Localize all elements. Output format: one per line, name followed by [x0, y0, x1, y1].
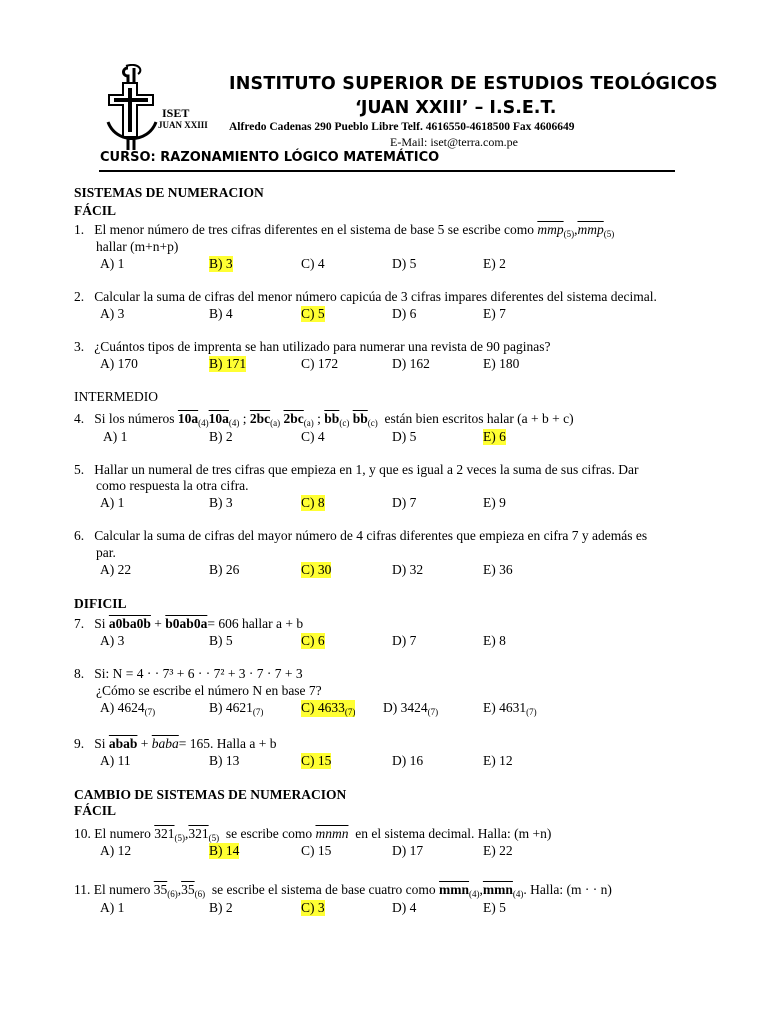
question-6	[74, 528, 647, 544]
level-heading: FÁCIL	[74, 803, 117, 818]
question-number: 8.	[74, 666, 85, 681]
question-text: El menor número de tres cifras diferentes en el sistema de base 5 se escribe como	[94, 222, 534, 237]
plus-sign: +	[154, 616, 162, 631]
question-text: se escribe como	[225, 826, 313, 841]
option-b	[209, 700, 263, 717]
option-a: A) 1	[100, 256, 125, 271]
question-number: 4.	[74, 411, 85, 426]
option-c: C) 172	[301, 356, 339, 371]
question-text: = 165. Halla a + b	[178, 736, 277, 751]
level-heading: FÁCIL	[74, 203, 117, 218]
option-d: D) 7	[392, 495, 417, 510]
numeral-base: (4)	[469, 889, 480, 899]
question-8	[74, 666, 303, 682]
option-a: A) 1	[103, 429, 128, 444]
question-number: 5.	[74, 462, 85, 477]
option-b-answer: B) 14	[209, 843, 240, 858]
institute-subtitle: ‘JUAN XXIII’ – I.S.E.T.	[355, 98, 557, 118]
numeral: 35	[153, 882, 168, 897]
option-value: C) 4633	[301, 700, 345, 715]
institute-address: Alfredo Cadenas 290 Pueblo Libre Telf. 4616550-4618500 Fax 4606649	[229, 121, 575, 133]
course-title: CURSO: RAZONAMIENTO LÓGICO MATEMÁTICO	[100, 150, 440, 165]
question-text: El numero	[94, 826, 151, 841]
numeral: 321	[188, 826, 209, 841]
numeral-base: (5)	[563, 229, 575, 239]
question-text: Si: N = 4 · · 7³ + 6 · · 7² + 3 · 7 · 7 + 3	[94, 666, 303, 681]
question-text: . Halla: (m · · n)	[523, 882, 612, 897]
question-3	[74, 339, 550, 355]
option-a: A) 1	[100, 900, 125, 915]
option-d: D) 4	[392, 900, 417, 915]
option-a: A) 3	[100, 633, 125, 648]
option-d	[383, 700, 438, 717]
option-b-answer: B) 3	[209, 256, 233, 271]
numeral: abab	[108, 736, 138, 751]
logo-text-iset: ISET	[162, 106, 190, 120]
option-d: D) 17	[392, 843, 424, 858]
option-c-answer: C) 30	[301, 562, 332, 577]
question-5	[74, 462, 639, 478]
option-a: A) 1	[100, 495, 125, 510]
numeral-base: (5)	[603, 229, 615, 239]
option-c: C) 4	[301, 256, 325, 271]
question-11: 11. El numero $35_{(6)},35_{(6)}$ se escribe el sistema de base cuatro como $\overline{mmn}_{(4)},\overline{mmn}_{(4)}$. Halla: (m · · n)	[74, 882, 612, 899]
question-number: 9.	[74, 736, 85, 751]
option-base: (7)	[252, 707, 264, 717]
option-value: A) 4624	[100, 700, 145, 715]
option-b-answer: B) 171	[209, 356, 247, 371]
option-value: D) 3424	[383, 700, 428, 715]
question-number: 7.	[74, 616, 85, 631]
option-c: C) 4	[301, 429, 325, 444]
option-d: D) 7	[392, 633, 417, 648]
iset-logo	[100, 64, 220, 154]
question-text-line2: ¿Cómo se escribe el número N en base 7?	[96, 683, 322, 698]
option-e: E) 9	[483, 495, 506, 510]
numeral-base: (5)	[174, 833, 185, 843]
option-b: B) 13	[209, 753, 240, 768]
option-b: B) 3	[209, 495, 233, 510]
question-number: 1.	[74, 222, 85, 237]
question-text: Hallar un numeral de tres cifras que empieza en 1, y que es igual a 2 veces la suma de sus cifras. Dar	[94, 462, 639, 477]
option-base: (7)	[427, 707, 439, 717]
question-text: Calcular la suma de cifras del mayor número de 4 cifras diferentes que empieza en cifra 7 y además es	[94, 528, 648, 543]
numeral-base: (4)	[198, 418, 209, 428]
question-1: 1. El menor número de tres cifras diferentes en el sistema de base 5 se escribe como $\overline{mmp}_{(5)},\overline{mmp}_{(5)}$	[74, 222, 615, 239]
numeral: 2bc	[283, 411, 304, 426]
numeral-base: (4)	[228, 418, 240, 428]
question-text: se escribe el sistema de base cuatro como	[211, 882, 436, 897]
numeral: $\overline{mmn}$	[439, 882, 470, 897]
option-a: A) 170	[100, 356, 138, 371]
option-c-answer	[301, 700, 355, 717]
numeral: 10a	[177, 411, 199, 426]
question-7	[74, 616, 303, 632]
option-c: C) 15	[301, 843, 332, 858]
numeral: $\overline{mmp}$	[577, 222, 604, 237]
numeral: b0ab0a	[165, 616, 208, 631]
option-base: (7)	[526, 707, 537, 717]
option-e: E) 36	[483, 562, 513, 577]
option-e: E) 7	[483, 306, 506, 321]
option-a: A) 22	[100, 562, 132, 577]
option-b: B) 4	[209, 306, 233, 321]
option-c-answer: C) 6	[301, 633, 325, 648]
question-2	[74, 289, 657, 305]
option-e: E) 8	[483, 633, 506, 648]
option-d: D) 5	[392, 429, 417, 444]
numeral: $\overline{mmn}$	[482, 882, 513, 897]
logo-text-juan: JUAN XXIII	[158, 120, 208, 130]
question-text-line2: como respuesta la otra cifra.	[96, 478, 249, 493]
option-b: B) 2	[209, 429, 233, 444]
numeral-base: (6)	[167, 889, 178, 899]
question-9	[74, 736, 277, 752]
numeral-base: (c)	[367, 418, 378, 428]
question-4: 4. Si los números $10a_{(4)}10a_{(4)}$ ; $2bc_{(a)}$ $2bc_{(a)}$ ; $\overline{bb}_{(c)}$ $\overline{bb}_{(c)}$ están bien escritos halar (a + b + c)	[74, 411, 574, 428]
numeral: 35	[181, 882, 195, 897]
question-text: Si	[94, 736, 106, 751]
question-number: 10.	[74, 826, 91, 841]
option-c-answer: C) 3	[301, 900, 325, 915]
numeral: baba	[151, 736, 179, 751]
option-d: D) 162	[392, 356, 430, 371]
option-value: E) 4631	[483, 700, 527, 715]
option-e: E) 12	[483, 753, 513, 768]
option-value: B) 4621	[209, 700, 253, 715]
question-number: 2.	[74, 289, 85, 304]
question-text: = 606 hallar a + b	[207, 616, 304, 631]
option-b: B) 5	[209, 633, 233, 648]
question-text: Si los números	[94, 411, 175, 426]
option-b: B) 2	[209, 900, 233, 915]
level-heading: DIFICIL	[74, 596, 127, 611]
option-e-answer: E) 6	[483, 429, 506, 444]
numeral: 321	[154, 826, 175, 841]
cross-anchor-icon	[100, 64, 220, 154]
option-c-answer: C) 8	[301, 495, 325, 510]
numeral-base: (a)	[270, 418, 281, 428]
option-a	[100, 700, 155, 717]
numeral: 2bc	[249, 411, 271, 426]
numeral: $\overline{bb}$	[324, 411, 340, 426]
question-number: 3.	[74, 339, 85, 354]
option-a: A) 11	[100, 753, 131, 768]
option-e	[483, 700, 537, 717]
question-text: ¿Cuántos tipos de imprenta se han utilizado para numerar una revista de 90 paginas?	[94, 339, 551, 354]
numeral: $\overline{mmp}$	[537, 222, 564, 237]
option-a: A) 12	[100, 843, 132, 858]
option-e: E) 180	[483, 356, 520, 371]
question-text: El numero	[93, 882, 151, 897]
option-base: (7)	[344, 707, 356, 717]
question-text: Si	[94, 616, 106, 631]
question-number: 6.	[74, 528, 85, 543]
numeral: a0ba0b	[108, 616, 151, 631]
section-heading: SISTEMAS DE NUMERACION	[74, 185, 264, 200]
question-text-line2: par.	[96, 545, 116, 560]
level-heading: INTERMEDIO	[74, 389, 158, 404]
option-c-answer: C) 15	[301, 753, 332, 768]
numeral-base: (a)	[303, 418, 314, 428]
question-number: 11.	[74, 882, 91, 897]
plus-sign: +	[140, 736, 149, 751]
numeral-base: (5)	[208, 833, 220, 843]
question-text: Calcular la suma de cifras del menor número capicúa de 3 cifras impares diferentes del sistema decimal.	[94, 289, 657, 304]
option-e: E) 2	[483, 256, 506, 271]
numeral-base: (6)	[194, 889, 206, 899]
numeral-base: (c)	[339, 418, 350, 428]
institute-title: INSTITUTO SUPERIOR DE ESTUDIOS TEOLÓGICOS	[229, 74, 718, 94]
institute-email: E-Mail: iset@terra.com.pe	[390, 135, 519, 149]
section-heading: CAMBIO DE SISTEMAS DE NUMERACION	[74, 787, 347, 802]
option-c-answer: C) 5	[301, 306, 325, 321]
option-b: B) 26	[209, 562, 240, 577]
option-e: E) 22	[483, 843, 513, 858]
option-a: A) 3	[100, 306, 125, 321]
option-e: E) 5	[483, 900, 506, 915]
option-base: (7)	[144, 707, 156, 717]
header-divider	[99, 170, 675, 172]
question-text: están bien escritos halar (a + b + c)	[384, 411, 574, 426]
numeral-base: (4)	[512, 889, 524, 899]
option-d: D) 6	[392, 306, 417, 321]
question-text-line2: hallar (m+n+p)	[96, 239, 179, 254]
question-text: en el sistema decimal. Halla: (m +n)	[355, 826, 552, 841]
question-10: 10. El numero $321_{(5)},321_{(5)}$ se escribe como mnmn en el sistema decimal. Halla: (m +n)	[74, 826, 552, 843]
numeral: mnmn	[315, 826, 349, 841]
option-d: D) 16	[392, 753, 424, 768]
numeral: $\overline{bb}$	[352, 411, 368, 426]
option-d: D) 32	[392, 562, 424, 577]
option-d: D) 5	[392, 256, 417, 271]
numeral: 10a	[208, 411, 229, 426]
